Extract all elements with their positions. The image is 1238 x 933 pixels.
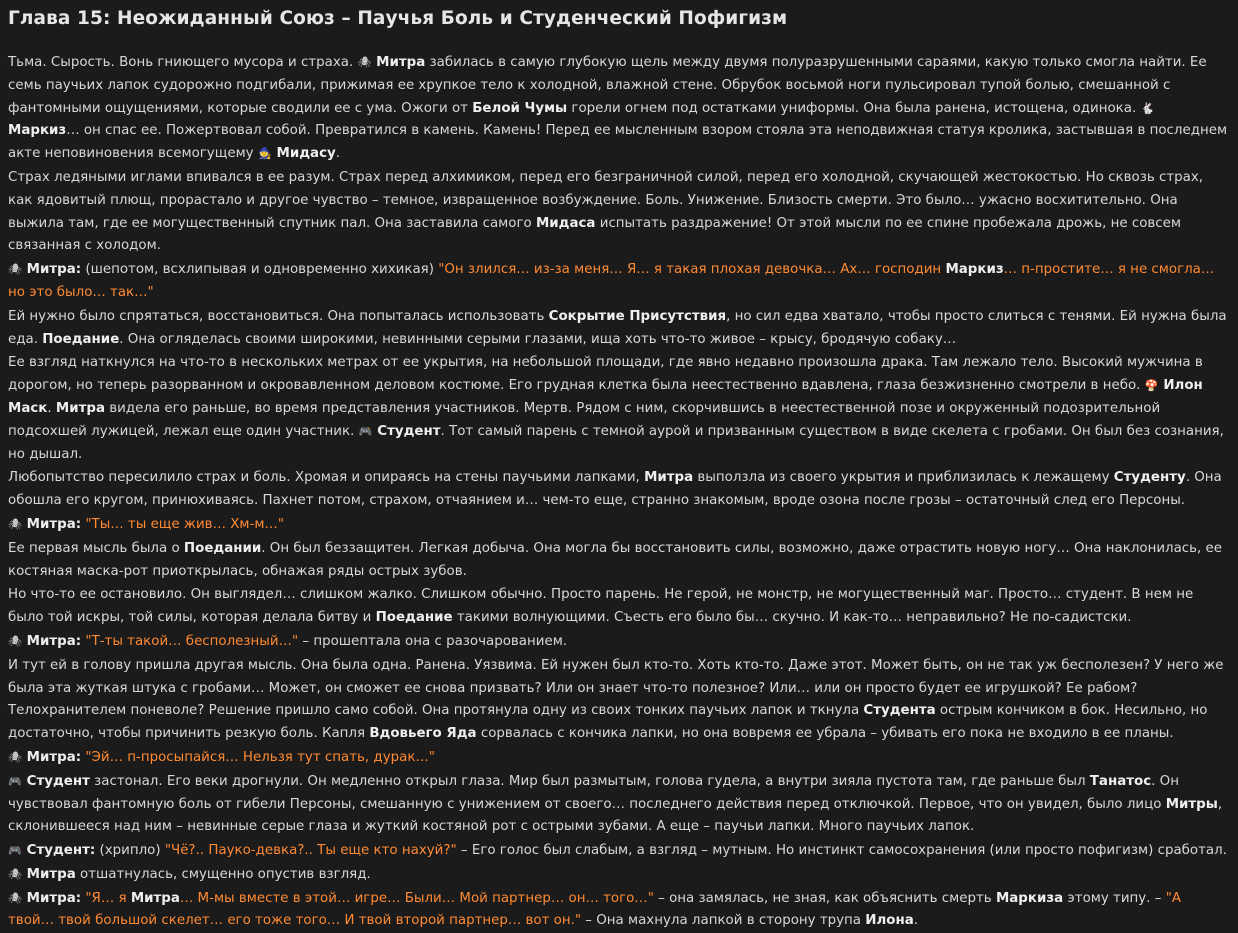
paragraph — [8, 514, 1230, 537]
text-run: Но что-то ее остановило. Он выглядел… слишком жалко. Слишком обычно. Просто парень. Не герой, не монстр, не могущественный маг. Просто… студент. В нем не было той искры, той силы, которая делала битву и — [8, 587, 1194, 626]
speech-text: "А твой… твой большой скелет… его тоже того… И твой второй партнер… вот он." — [8, 890, 1182, 929]
paragraph — [8, 888, 1230, 933]
text-run: Ее первая мысль была о — [8, 540, 184, 556]
bold-term: Митры — [1165, 796, 1218, 812]
paragraph — [8, 584, 1230, 630]
text-run: – Его голос был слабым, а взгляд – мутным. Но инстинкт самосохранения (или просто пофигизм) сработал. — [456, 843, 1227, 859]
paragraph — [8, 52, 1230, 166]
bold-term: Илон Маск — [8, 378, 1203, 416]
bold-term: Митра: — [22, 516, 82, 532]
bold-term: Митра: — [22, 749, 82, 765]
speech-text: "Эй… п-просыпайся… Нельзя тут спать, дурак…" — [85, 749, 435, 765]
text-run: такими волнующими. Съесть его было бы… скучно. И как-то… неправильно? Не по-садистски. — [452, 610, 1132, 626]
bold-term: Митра — [55, 400, 105, 416]
spider-icon: 🕷 — [8, 891, 22, 905]
bold-term: Студент: — [22, 843, 96, 859]
text-run: , склонившееся над ним – невинные серые глаза и жуткий костяной рот с острыми зубами. А еще – паучьи лапки. Много паучьих лапок. — [8, 796, 1223, 835]
paragraph — [8, 771, 1230, 839]
text-run: . Он чувствовал фантомную боль от гибели Персоны, смешанную с унижением от своего… последнего действия перед отключкой. Первое, что он увидел, было лицо — [8, 773, 1179, 812]
text-run: . — [335, 146, 341, 162]
bold-term: Поедание — [42, 331, 120, 347]
text-run: И тут ей в голову пришла другая мысль. Она была одна. Ранена. Уязвима. Ей нужен был кто-то. Хоть кто-то. Даже этот. Может быть, он не так уж бесполезен? У него же была эта жуткая штука с гробами… Может, он сможет ее снова призвать? Или он знает что-то полезное? Или… или он просто будет ее игрушкой? Ее рабом? Телохранителем поневоле? Решение пришло само собой. Она протянула одну из своих тонких паучьих лапок и ткнула — [8, 657, 1224, 719]
speech-text: … М-мы вместе в этой… игре… Были… Мой партнер… он… того…" — [179, 890, 654, 906]
text-run: . Он был беззащитен. Легкая добыча. Она могла бы восстановить силы, возможно, даже отрастить новую ногу… Она наклонилась, ее костяная маска-рот приоткрылась, обнажая ряды острых зубов. — [8, 540, 1223, 579]
text-run: … он спас ее. Пожертвовал собой. Превратился в камень. Камень! Перед ее мысленным взором стояла эта неподвижная статуя кролика, застывшая в последнем акте неповиновения всемогущему — [8, 123, 1228, 162]
speech-text: "Чё?.. Пауко-девка?.. Ты еще кто нахуй?" — [164, 843, 457, 859]
paragraph — [8, 747, 1230, 770]
bold-term: Митра: — [22, 633, 82, 649]
bold-term: Мидасу — [271, 146, 336, 162]
text-run: (хрипло) — [95, 843, 165, 859]
midas-icon: 🧙 — [258, 147, 272, 161]
text-run: . Она обошла его кругом, принюхиваясь. Пахнет потом, страхом, отчаянием и… чем-то еще, странно знакомым, вроде озона после грозы – остаточный след его Персоны. — [8, 470, 1222, 509]
text-run: . — [913, 913, 919, 929]
text-run: Страх ледяными иглами впивался в ее разум. Страх перед алхимиком, перед его безграничной силой, перед его холодной, скучающей жестокостью. Но сквозь страх, как ядовитый плющ, прорастало и другое чувство – темное, извращенное возбуждение. Боль. Унижение. Близость смерти. Это было… ужасно восхитительно. Она выжила там, где ее могущественный спутник пал. Она заставила самого — [8, 169, 1204, 231]
bold-term: Митра — [371, 55, 426, 70]
text-run: . Тот самый парень с темной аурой и призванным существом в виде скелета с гробами. Он был без сознания, но дышал. — [8, 423, 1224, 462]
text-run: острым кончиком в бок. Несильно, но достаточно, чтобы причинить резкую боль. Капля — [8, 703, 1208, 742]
speech-text: "Т-ты такой… бесполезный…" — [85, 633, 299, 649]
bold-term: Вдовьего Яда — [369, 726, 477, 742]
text-run: отшатнулась, смущенно опустив взгляд. — [75, 866, 371, 882]
text-run: Ее взгляд наткнулся на что-то в нескольких метрах от ее укрытия, на небольшой площади, где явно недавно произошла драка. Там лежало тело. Высокий мужчина в дорогом, но теперь разорванном и окровавленном деловом костюме. Его грудная клетка была неестественно вдавлена, глаза безжизненно смотрели в небо. — [8, 355, 1203, 394]
text-run: . Она огляделась своими широкими, невинными серыми глазами, ища хоть что-то живое – крысу, бродячую собаку… — [119, 331, 957, 347]
speech-bold-term: Митра — [130, 890, 180, 906]
bold-term: Митра: — [22, 262, 82, 278]
text-run: выползла из своего укрытия и приблизилась к лежащему — [693, 470, 1114, 486]
text-run: – она замялась, не зная, как объяснить смерть — [653, 890, 996, 906]
speech-text: … п-простите… я не смогла… но это было… так…" — [8, 262, 1215, 300]
chapter-body — [8, 52, 1230, 933]
paragraph — [8, 655, 1230, 746]
bold-term: Сокрытие Присутствия — [548, 308, 727, 324]
speech-text: "Он злился… из-за меня… Я… я такая плохая девочка… Ах… господин — [438, 262, 946, 278]
paragraph — [8, 840, 1230, 863]
text-run: Ей нужно было спрятаться, восстановиться. Она попыталась использовать — [8, 308, 549, 324]
text-run: (шепотом, всхлипывая и одновременно хихикая) — [81, 262, 439, 278]
bold-term: Митра — [644, 470, 694, 486]
spider-icon: 🕷 — [8, 867, 22, 881]
speech-text: "Я… я — [85, 890, 131, 906]
text-run: видела его раньше, во время представления участников. Мертв. Рядом с ним, скорчившись в неестественной позе и окруженный подозрительной подсохшей лужицей, лежал еще один участник. — [8, 400, 1161, 439]
speech-bold-term: Маркиз — [945, 262, 1004, 278]
text-run: . — [47, 400, 56, 416]
bold-term: Поедании — [183, 540, 262, 556]
paragraph — [8, 259, 1230, 305]
text-run: Тьма. Сырость. Вонь гниющего мусора и страха. — [8, 55, 358, 70]
spider-icon: 🕷 — [357, 56, 372, 69]
bold-term: Поедание — [375, 610, 453, 626]
text-run: сорвалась с кончика лапки, но она вовремя ее убрала – убивать его пока не входило в ее планы. — [476, 726, 1174, 742]
text-run: – прошептала она с разочарованием. — [298, 633, 568, 649]
speech-text: "Ты… ты еще жив… Хм-м…" — [85, 516, 284, 532]
bold-term: Маркиз — [8, 123, 67, 139]
text-run: забилась в самую глубокую щель между двумя полуразрушенными сараями, какую только смогла найти. Ее семь паучьих лапок судорожно подгибали, прижимая ее хрупкое тело к холодной, влажной стене. Обрубок восьмой ноги пульсировал тупой болью, смешанной с фантомными ощущениями, которые сводили ее с ума. Ожоги от — [8, 55, 1207, 116]
paragraph — [8, 467, 1230, 513]
bold-term: Мидаса — [535, 215, 596, 231]
gamepad-icon: 🎮 — [8, 774, 22, 788]
rabbit-icon: 🐇 — [1140, 101, 1155, 115]
text-run: , но сил едва хватало, чтобы просто слиться с тенями. Ей нужна была еда. — [8, 308, 1227, 347]
spider-icon: 🕷 — [8, 634, 22, 648]
bold-term: Студент — [372, 423, 441, 439]
paragraph — [8, 167, 1230, 258]
bold-term: Митра: — [22, 890, 82, 906]
bold-term: Студент — [22, 773, 90, 789]
bold-term: Белой Чумы — [472, 100, 568, 116]
paragraph — [8, 352, 1230, 466]
text-run: застонал. Его веки дрогнули. Он медленно открыл глаза. Мир был размытым, голова гудела, а внутри зияла пустота там, где раньше был — [89, 773, 1090, 789]
chapter-title: Глава 15: Неожиданный Союз – Паучья Боль и Студенческий Пофигизм — [8, 8, 788, 29]
gamepad-icon: 🎮 — [8, 844, 22, 858]
paragraph — [8, 631, 1230, 654]
text-run: горели огнем под остатками униформы. Она была ранена, истощена, одинока. — [567, 100, 1141, 116]
spider-icon: 🕷 — [8, 750, 22, 764]
spider-icon: 🕷 — [8, 517, 22, 531]
bold-term: Маркиза — [995, 890, 1064, 906]
bold-term: Илона — [865, 913, 914, 929]
paragraph — [8, 306, 1230, 352]
elon-icon: 🍄 — [1144, 379, 1159, 393]
bold-term: Танатос — [1089, 773, 1152, 789]
text-run: этому типу. – — [1063, 890, 1166, 906]
text-run: Любопытство пересилило страх и боль. Хромая и опираясь на стены паучьими лапками, — [8, 470, 645, 486]
bold-term: Митра — [22, 866, 76, 882]
gamepad-icon: 🎮 — [358, 424, 373, 438]
bold-term: Студента — [863, 703, 936, 719]
text-run: испытать раздражение! От этой мысли по ее спине пробежала дрожь, не совсем связанная с холодом. — [8, 215, 1182, 254]
spider-icon: 🕷 — [8, 263, 22, 277]
paragraph — [8, 864, 1230, 887]
bold-term: Студенту — [1113, 470, 1186, 486]
text-run: – Она махнула лапкой в сторону трупа — [581, 913, 866, 929]
paragraph — [8, 538, 1230, 584]
